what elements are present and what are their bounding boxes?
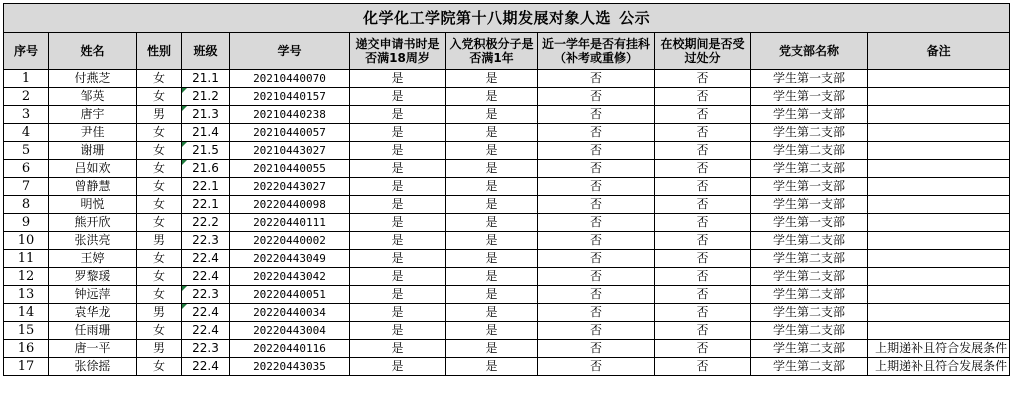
table-row (4, 322, 1010, 340)
column-header-name[interactable]: 姓名 (49, 33, 137, 70)
cell-branch[interactable]: 学生第一支部 (751, 214, 868, 232)
cell-failed-course[interactable]: 否 (538, 250, 655, 268)
cell-student-id[interactable]: 20220443049 (230, 250, 350, 268)
cell-student-id[interactable]: 20220440034 (230, 304, 350, 322)
cell-failed-course[interactable]: 否 (538, 340, 655, 358)
cell-age18[interactable]: 是 (350, 88, 446, 106)
cell-activist[interactable]: 是 (446, 268, 538, 286)
cell-name[interactable]: 谢珊 (49, 142, 137, 160)
cell-remark[interactable] (868, 286, 1010, 304)
table-row (4, 232, 1010, 250)
cell-student-id[interactable]: 20220443027 (230, 178, 350, 196)
table-row (4, 160, 1010, 178)
cell-gender[interactable]: 女 (137, 250, 182, 268)
table-row (4, 124, 1010, 142)
table-title-suffix: 公示 (619, 8, 651, 27)
cell-punished[interactable]: 否 (655, 142, 751, 160)
cell-age18[interactable]: 是 (350, 178, 446, 196)
column-header-failed-course[interactable]: 近一学年是否有挂科（补考或重修） (538, 33, 655, 70)
cell-age18[interactable]: 是 (350, 340, 446, 358)
column-header-remark[interactable]: 备注 (868, 33, 1010, 70)
cell-class[interactable]: 22.4 (182, 358, 230, 376)
cell-remark[interactable] (868, 142, 1010, 160)
cell-failed-course[interactable]: 否 (538, 88, 655, 106)
cell-class[interactable]: 22.4 (182, 268, 230, 286)
cell-name[interactable]: 付燕芝 (49, 70, 137, 88)
cell-student-id[interactable]: 20220440098 (230, 196, 350, 214)
table-row (4, 106, 1010, 124)
cell-remark[interactable] (868, 88, 1010, 106)
cell-failed-course[interactable]: 否 (538, 142, 655, 160)
cell-gender[interactable]: 女 (137, 268, 182, 286)
cell-seq[interactable]: 17 (4, 358, 49, 376)
cell-seq[interactable]: 4 (4, 124, 49, 142)
cell-remark[interactable] (868, 106, 1010, 124)
cell-class[interactable]: 22.4 (182, 322, 230, 340)
cell-punished[interactable]: 否 (655, 358, 751, 376)
cell-seq[interactable]: 10 (4, 232, 49, 250)
candidate-table (3, 3, 1010, 376)
cell-seq[interactable]: 11 (4, 250, 49, 268)
cell-name[interactable]: 吕如欢 (49, 160, 137, 178)
table-row (4, 268, 1010, 286)
cell-class[interactable]: 22.3 (182, 340, 230, 358)
cell-activist[interactable]: 是 (446, 142, 538, 160)
cell-gender[interactable]: 男 (137, 340, 182, 358)
table-row (4, 196, 1010, 214)
cell-age18[interactable]: 是 (350, 160, 446, 178)
cell-gender[interactable]: 女 (137, 70, 182, 88)
cell-remark[interactable] (868, 250, 1010, 268)
cell-branch[interactable]: 学生第一支部 (751, 70, 868, 88)
cell-seq[interactable]: 9 (4, 214, 49, 232)
cell-seq[interactable]: 15 (4, 322, 49, 340)
cell-age18[interactable]: 是 (350, 106, 446, 124)
cell-age18[interactable]: 是 (350, 124, 446, 142)
cell-age18[interactable]: 是 (350, 304, 446, 322)
cell-student-id[interactable]: 20210440055 (230, 160, 350, 178)
cell-class[interactable]: 22.4 (182, 304, 230, 322)
cell-activist[interactable]: 是 (446, 106, 538, 124)
cell-class[interactable]: 22.3 (182, 232, 230, 250)
cell-gender[interactable]: 女 (137, 358, 182, 376)
cell-activist[interactable]: 是 (446, 124, 538, 142)
cell-punished[interactable]: 否 (655, 214, 751, 232)
cell-class[interactable]: 22.3 (182, 286, 230, 304)
cell-remark[interactable]: 上期递补且符合发展条件 (868, 358, 1010, 376)
cell-failed-course[interactable]: 否 (538, 196, 655, 214)
cell-student-id[interactable]: 20220440111 (230, 214, 350, 232)
table-row (4, 340, 1010, 358)
cell-gender[interactable]: 女 (137, 214, 182, 232)
cell-student-id[interactable]: 20210440238 (230, 106, 350, 124)
cell-punished[interactable]: 否 (655, 304, 751, 322)
cell-gender[interactable]: 女 (137, 322, 182, 340)
cell-punished[interactable]: 否 (655, 178, 751, 196)
cell-gender[interactable]: 女 (137, 124, 182, 142)
cell-punished[interactable]: 否 (655, 250, 751, 268)
cell-age18[interactable]: 是 (350, 268, 446, 286)
cell-name[interactable]: 曾静慧 (49, 178, 137, 196)
cell-failed-course[interactable]: 否 (538, 304, 655, 322)
cell-remark[interactable] (868, 196, 1010, 214)
cell-branch[interactable]: 学生第二支部 (751, 286, 868, 304)
cell-activist[interactable]: 是 (446, 304, 538, 322)
cell-remark[interactable] (868, 268, 1010, 286)
cell-class[interactable]: 21.6 (182, 160, 230, 178)
cell-punished[interactable]: 否 (655, 322, 751, 340)
cell-branch[interactable]: 学生第二支部 (751, 250, 868, 268)
cell-punished[interactable]: 否 (655, 160, 751, 178)
cell-activist[interactable]: 是 (446, 70, 538, 88)
cell-remark[interactable] (868, 124, 1010, 142)
cell-name[interactable]: 唐宇 (49, 106, 137, 124)
cell-remark[interactable] (868, 160, 1010, 178)
cell-activist[interactable]: 是 (446, 340, 538, 358)
cell-gender[interactable]: 男 (137, 304, 182, 322)
cell-age18[interactable]: 是 (350, 358, 446, 376)
cell-gender[interactable]: 女 (137, 160, 182, 178)
table-row (4, 142, 1010, 160)
cell-student-id[interactable]: 20220443035 (230, 358, 350, 376)
cell-activist[interactable]: 是 (446, 178, 538, 196)
cell-branch[interactable]: 学生第二支部 (751, 268, 868, 286)
cell-age18[interactable]: 是 (350, 286, 446, 304)
cell-seq[interactable]: 6 (4, 160, 49, 178)
cell-remark[interactable] (868, 304, 1010, 322)
table-body (4, 70, 1010, 376)
cell-branch[interactable]: 学生第二支部 (751, 358, 868, 376)
cell-punished[interactable]: 否 (655, 196, 751, 214)
cell-branch[interactable]: 学生第二支部 (751, 322, 868, 340)
cell-seq[interactable]: 3 (4, 106, 49, 124)
cell-seq[interactable]: 12 (4, 268, 49, 286)
cell-name[interactable]: 张徐摇 (49, 358, 137, 376)
cell-activist[interactable]: 是 (446, 232, 538, 250)
cell-punished[interactable]: 否 (655, 268, 751, 286)
cell-student-id[interactable]: 20220440116 (230, 340, 350, 358)
cell-branch[interactable]: 学生第一支部 (751, 196, 868, 214)
cell-remark[interactable] (868, 178, 1010, 196)
table-row (4, 250, 1010, 268)
column-header-age18[interactable]: 递交申请书时是否满18周岁 (350, 33, 446, 70)
column-header-punished[interactable]: 在校期间是否受过处分 (655, 33, 751, 70)
cell-class[interactable]: 21.3 (182, 106, 230, 124)
cell-age18[interactable]: 是 (350, 196, 446, 214)
cell-branch[interactable]: 学生第一支部 (751, 88, 868, 106)
column-header-seq[interactable]: 序号 (4, 33, 49, 70)
table-row (4, 88, 1010, 106)
cell-age18[interactable]: 是 (350, 70, 446, 88)
cell-branch[interactable]: 学生第一支部 (751, 178, 868, 196)
cell-seq[interactable]: 7 (4, 178, 49, 196)
cell-class[interactable]: 21.4 (182, 124, 230, 142)
cell-seq[interactable]: 2 (4, 88, 49, 106)
cell-gender[interactable]: 男 (137, 232, 182, 250)
cell-student-id[interactable]: 20220443042 (230, 268, 350, 286)
cell-punished[interactable]: 否 (655, 124, 751, 142)
cell-age18[interactable]: 是 (350, 232, 446, 250)
cell-name[interactable]: 明悦 (49, 196, 137, 214)
cell-student-id[interactable]: 20210440057 (230, 124, 350, 142)
cell-class[interactable]: 22.2 (182, 214, 230, 232)
cell-branch[interactable]: 学生第二支部 (751, 232, 868, 250)
cell-name[interactable]: 尹佳 (49, 124, 137, 142)
cell-punished[interactable]: 否 (655, 340, 751, 358)
cell-name[interactable]: 张洪亮 (49, 232, 137, 250)
cell-activist[interactable]: 是 (446, 214, 538, 232)
cell-activist[interactable]: 是 (446, 358, 538, 376)
table-row (4, 358, 1010, 376)
cell-gender[interactable]: 女 (137, 88, 182, 106)
cell-branch[interactable]: 学生第二支部 (751, 304, 868, 322)
column-header-activist[interactable]: 入党积极分子是否满1年 (446, 33, 538, 70)
cell-student-id[interactable]: 20210443027 (230, 142, 350, 160)
cell-class[interactable]: 22.1 (182, 178, 230, 196)
cell-activist[interactable]: 是 (446, 250, 538, 268)
cell-remark[interactable] (868, 322, 1010, 340)
cell-punished[interactable]: 否 (655, 106, 751, 124)
cell-name[interactable]: 罗黎瑗 (49, 268, 137, 286)
cell-branch[interactable]: 学生第二支部 (751, 142, 868, 160)
cell-failed-course[interactable]: 否 (538, 286, 655, 304)
cell-branch[interactable]: 学生第一支部 (751, 106, 868, 124)
table-row (4, 178, 1010, 196)
cell-activist[interactable]: 是 (446, 196, 538, 214)
cell-age18[interactable]: 是 (350, 322, 446, 340)
cell-age18[interactable]: 是 (350, 142, 446, 160)
cell-name[interactable]: 王婷 (49, 250, 137, 268)
cell-name[interactable]: 袁华龙 (49, 304, 137, 322)
title-row (4, 4, 1010, 33)
cell-failed-course[interactable]: 否 (538, 268, 655, 286)
spreadsheet (3, 3, 1009, 376)
header-row (4, 33, 1010, 70)
cell-activist[interactable]: 是 (446, 286, 538, 304)
cell-punished[interactable]: 否 (655, 232, 751, 250)
cell-seq[interactable]: 5 (4, 142, 49, 160)
cell-student-id[interactable]: 20220440051 (230, 286, 350, 304)
cell-failed-course[interactable]: 否 (538, 358, 655, 376)
cell-student-id[interactable]: 20220440002 (230, 232, 350, 250)
cell-student-id[interactable]: 20210440070 (230, 70, 350, 88)
cell-seq[interactable]: 14 (4, 304, 49, 322)
column-header-branch[interactable]: 党支部名称 (751, 33, 868, 70)
cell-failed-course[interactable]: 否 (538, 124, 655, 142)
cell-remark[interactable] (868, 214, 1010, 232)
cell-remark[interactable] (868, 232, 1010, 250)
cell-remark[interactable]: 上期递补且符合发展条件 (868, 340, 1010, 358)
cell-seq[interactable]: 8 (4, 196, 49, 214)
cell-branch[interactable]: 学生第二支部 (751, 340, 868, 358)
cell-gender[interactable]: 女 (137, 142, 182, 160)
cell-failed-course[interactable]: 否 (538, 214, 655, 232)
cell-activist[interactable]: 是 (446, 322, 538, 340)
table-title: 化学化工学院第十八期发展对象人选 (363, 8, 612, 27)
cell-punished[interactable]: 否 (655, 286, 751, 304)
cell-name[interactable]: 任雨珊 (49, 322, 137, 340)
column-header-class[interactable]: 班级 (182, 33, 230, 70)
column-header-gender[interactable]: 性别 (137, 33, 182, 70)
cell-name[interactable]: 熊开欣 (49, 214, 137, 232)
cell-seq[interactable]: 13 (4, 286, 49, 304)
table-row (4, 214, 1010, 232)
table-row (4, 286, 1010, 304)
cell-gender[interactable]: 女 (137, 196, 182, 214)
cell-age18[interactable]: 是 (350, 250, 446, 268)
cell-class[interactable]: 22.1 (182, 196, 230, 214)
cell-failed-course[interactable]: 否 (538, 70, 655, 88)
cell-gender[interactable]: 男 (137, 106, 182, 124)
cell-class[interactable]: 21.1 (182, 70, 230, 88)
cell-branch[interactable]: 学生第二支部 (751, 160, 868, 178)
cell-punished[interactable]: 否 (655, 88, 751, 106)
cell-failed-course[interactable]: 否 (538, 322, 655, 340)
cell-class[interactable]: 21.2 (182, 88, 230, 106)
cell-class[interactable]: 22.4 (182, 250, 230, 268)
cell-activist[interactable]: 是 (446, 88, 538, 106)
cell-gender[interactable]: 女 (137, 178, 182, 196)
cell-failed-course[interactable]: 否 (538, 106, 655, 124)
cell-failed-course[interactable]: 否 (538, 178, 655, 196)
table-title-cell[interactable] (4, 4, 1010, 33)
cell-activist[interactable]: 是 (446, 160, 538, 178)
cell-seq[interactable]: 16 (4, 340, 49, 358)
cell-name[interactable]: 唐一平 (49, 340, 137, 358)
cell-class[interactable]: 21.5 (182, 142, 230, 160)
cell-seq[interactable]: 1 (4, 70, 49, 88)
cell-failed-course[interactable]: 否 (538, 160, 655, 178)
cell-branch[interactable]: 学生第二支部 (751, 124, 868, 142)
table-row (4, 70, 1010, 88)
cell-failed-course[interactable]: 否 (538, 232, 655, 250)
cell-remark[interactable] (868, 70, 1010, 88)
cell-age18[interactable]: 是 (350, 214, 446, 232)
cell-punished[interactable]: 否 (655, 70, 751, 88)
cell-name[interactable]: 钟远萍 (49, 286, 137, 304)
table-row (4, 304, 1010, 322)
cell-gender[interactable]: 女 (137, 286, 182, 304)
cell-name[interactable]: 邹英 (49, 88, 137, 106)
cell-student-id[interactable]: 20210440157 (230, 88, 350, 106)
column-header-student-id[interactable]: 学号 (230, 33, 350, 70)
cell-student-id[interactable]: 20220443004 (230, 322, 350, 340)
